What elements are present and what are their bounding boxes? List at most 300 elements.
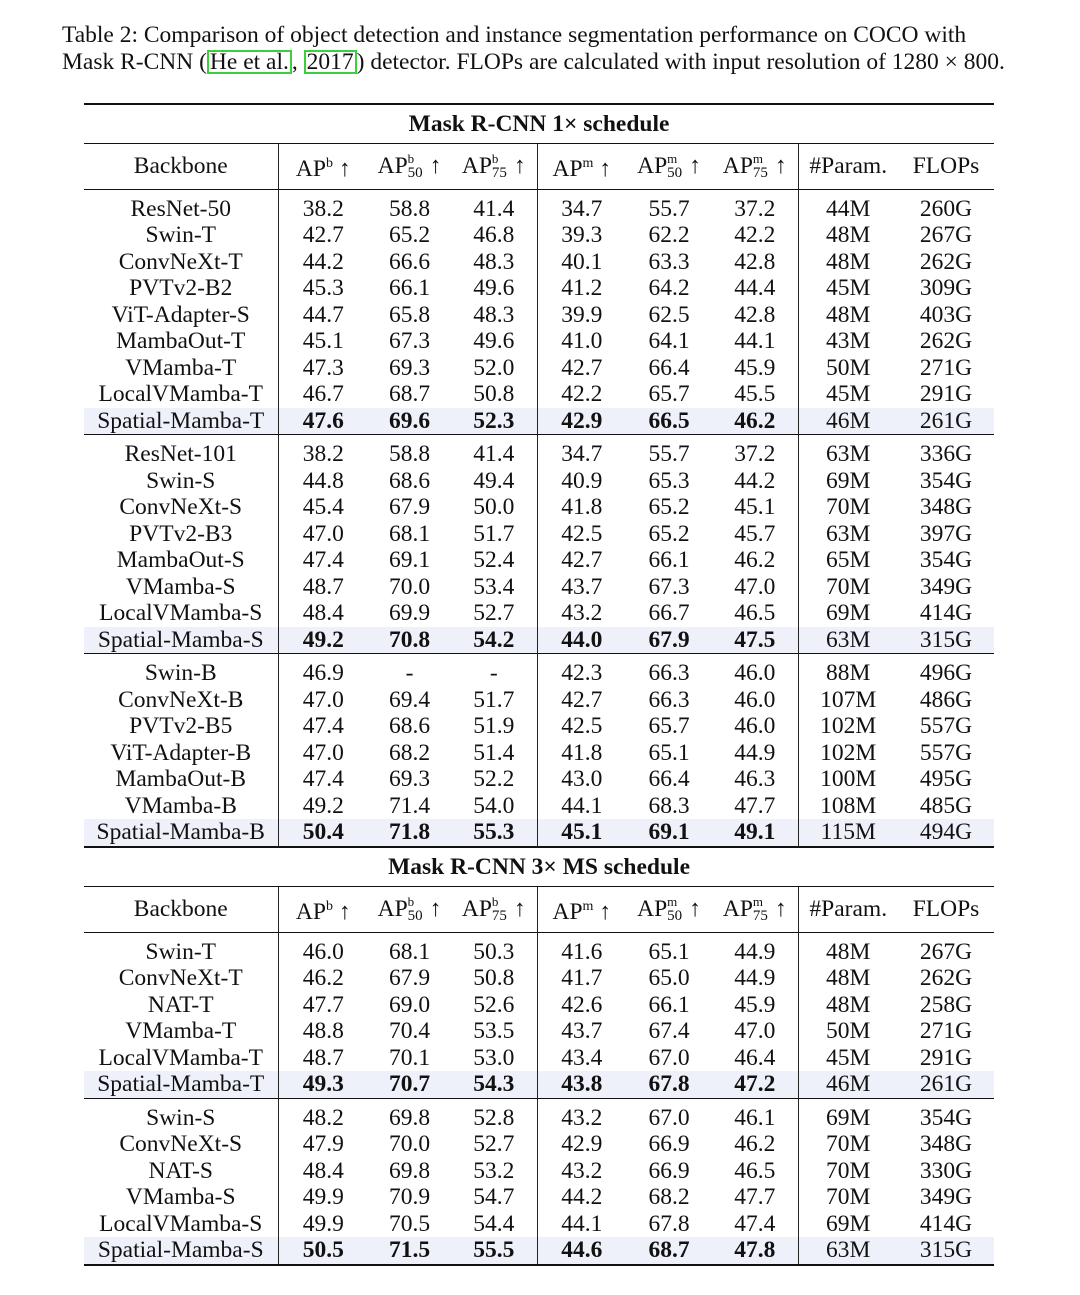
metric-cell: 44.1 xyxy=(537,793,626,820)
header-param: #Param. xyxy=(798,886,898,932)
metric-cell: 44.9 xyxy=(712,932,798,965)
metric-cell: 44.7 xyxy=(278,302,368,329)
header-param: #Param. xyxy=(798,144,898,190)
metric-cell: 42.6 xyxy=(537,992,626,1019)
metric-cell: 46.0 xyxy=(278,932,368,965)
metric-cell: 42.7 xyxy=(537,547,626,574)
backbone-name: ViT-Adapter-B xyxy=(110,739,252,766)
metric-cell: 403G xyxy=(919,301,973,328)
header-apm75-sup: m xyxy=(752,151,764,167)
metric-cell: 55.7 xyxy=(626,435,712,468)
metric-cell: 49.9 xyxy=(278,1211,368,1238)
metric-cell: 66.5 xyxy=(626,408,712,435)
metric-cell: 261G xyxy=(898,408,994,435)
results-table xyxy=(84,103,994,1266)
citation-link-author[interactable]: He et al. xyxy=(207,50,292,74)
metric-cell: 67.0 xyxy=(648,1044,690,1071)
metric-cell: 50M xyxy=(798,355,898,382)
metric-cell: 267G xyxy=(919,222,973,249)
metric-cell: 53.5 xyxy=(473,1018,515,1045)
metric-cell: 43.2 xyxy=(537,600,626,627)
metric-cell: 46.2 xyxy=(278,965,368,992)
header-apm50-scripts xyxy=(667,893,689,924)
metric-cell: 66.3 xyxy=(648,686,690,713)
metric-cell: 40.9 xyxy=(537,468,626,495)
metric-cell: 34.7 xyxy=(537,435,626,468)
metric-cell: 271G xyxy=(919,354,973,381)
header-row xyxy=(84,886,994,932)
metric-cell: 48.4 xyxy=(278,1158,368,1185)
metric-cell: 47.9 xyxy=(278,1131,368,1158)
metric-cell: 67.4 xyxy=(648,1018,690,1045)
header-apm50-sup: m xyxy=(667,151,678,167)
metric-cell: 48.3 xyxy=(473,301,515,328)
metric-cell: 70M xyxy=(798,1131,898,1158)
citation-link-year[interactable]: 2017 xyxy=(304,50,357,74)
table-row xyxy=(84,1211,994,1238)
header-apb: $AP^b$ ↑ xyxy=(278,886,368,932)
metric-cell: 354G xyxy=(919,467,973,494)
metric-cell: 69.6 xyxy=(368,408,451,435)
metric-cell: 68.1 xyxy=(388,520,431,547)
metric-cell: 47.4 xyxy=(278,547,368,574)
metric-cell: 65.2 xyxy=(388,222,431,249)
metric-cell: 45.9 xyxy=(734,354,776,381)
metric-cell: 50.0 xyxy=(473,494,515,521)
metric-cell: 267G xyxy=(898,932,994,965)
metric-cell: 44.9 xyxy=(734,739,776,766)
metric-cell: 65.1 xyxy=(626,932,712,965)
caption-suffix: ) detector. FLOPs are calculated with input resolution of 1280 × 800. xyxy=(356,49,1005,75)
metric-cell: 47.6 xyxy=(278,408,368,435)
metric-cell: 69.0 xyxy=(388,991,431,1018)
header-apm50: AP m 50 ↑ xyxy=(626,144,712,190)
metric-cell: 41.2 xyxy=(537,275,626,302)
metric-cell: 48.7 xyxy=(278,574,368,601)
backbone-name: Swin-S xyxy=(84,1098,278,1131)
metric-cell: 47.5 xyxy=(712,627,798,654)
metric-cell: 65.7 xyxy=(648,381,690,408)
metric-cell: 315G xyxy=(898,1237,994,1265)
metric-cell: 42.9 xyxy=(537,1131,626,1158)
backbone-name: NAT-T xyxy=(147,991,214,1018)
metric-cell: 51.7 xyxy=(473,520,515,547)
table-row xyxy=(84,1158,994,1185)
metric-cell: 66.4 xyxy=(648,354,690,381)
metric-cell: 43.2 xyxy=(537,1098,626,1131)
backbone-name: Spatial-Mamba-S xyxy=(84,627,278,654)
metric-cell: 414G xyxy=(919,600,973,627)
backbone-name: VMamba-T xyxy=(125,1018,237,1045)
table-row xyxy=(84,302,994,329)
metric-cell: 67.3 xyxy=(388,328,431,355)
metric-cell: 39.3 xyxy=(537,222,626,249)
metric-cell: 70.1 xyxy=(388,1044,431,1071)
metric-cell: 349G xyxy=(919,573,973,600)
metric-cell: 38.2 xyxy=(278,189,368,222)
metric-cell: 354G xyxy=(919,547,973,574)
metric-cell: 50.3 xyxy=(451,932,537,965)
metric-cell: 67.9 xyxy=(388,965,431,992)
metric-cell: 65.1 xyxy=(648,739,690,766)
metric-cell: 42.7 xyxy=(537,687,626,714)
metric-cell: 65.2 xyxy=(648,520,690,547)
metric-cell: 64.1 xyxy=(648,328,690,355)
metric-cell: 69.9 xyxy=(388,600,431,627)
metric-cell: 68.1 xyxy=(368,932,451,965)
metric-cell: 44.2 xyxy=(537,1184,626,1211)
metric-cell: 43.8 xyxy=(537,1071,626,1098)
table-row xyxy=(84,992,994,1019)
metric-cell: 54.4 xyxy=(473,1210,515,1237)
backbone-name: Spatial-Mamba-S xyxy=(84,1237,278,1265)
metric-cell: 39.9 xyxy=(537,302,626,329)
metric-cell: 42.7 xyxy=(278,222,368,249)
metric-cell: 63M xyxy=(798,521,898,548)
metric-cell: 63M xyxy=(798,627,898,654)
metric-cell: 62.5 xyxy=(648,301,690,328)
metric-cell: 69.1 xyxy=(388,547,431,574)
metric-cell: 52.6 xyxy=(473,991,515,1018)
metric-cell: 262G xyxy=(919,965,973,992)
metric-cell: 52.8 xyxy=(451,1098,537,1131)
metric-cell: 49.9 xyxy=(278,1184,368,1211)
metric-cell: 70M xyxy=(798,1184,898,1211)
metric-cell: 48M xyxy=(798,222,898,249)
backbone-name: ConvNeXt-T xyxy=(118,965,243,992)
metric-cell: 37.2 xyxy=(712,435,798,468)
metric-cell: 261G xyxy=(898,1071,994,1098)
header-apb75: AP b 75 ↑ xyxy=(451,886,537,932)
metric-cell: 46M xyxy=(798,408,898,435)
header-apm: $AP^m$ ↑ xyxy=(537,144,626,190)
table-row xyxy=(84,222,994,249)
table-row xyxy=(84,435,994,468)
metric-cell: 44.9 xyxy=(734,965,776,992)
metric-cell: 47.0 xyxy=(278,740,368,767)
metric-cell: 54.3 xyxy=(451,1071,537,1098)
metric-cell: 54.0 xyxy=(473,792,515,819)
table-row xyxy=(84,713,994,740)
backbone-name: VMamba-S xyxy=(125,573,236,600)
table-row xyxy=(84,328,994,355)
metric-cell: 44.2 xyxy=(278,249,368,276)
metric-cell: 66.3 xyxy=(626,654,712,687)
metric-cell: 47.7 xyxy=(278,992,368,1019)
metric-cell: 41.8 xyxy=(537,494,626,521)
metric-cell: 66.7 xyxy=(648,600,690,627)
metric-cell: 68.3 xyxy=(648,792,690,819)
metric-cell: 46.4 xyxy=(734,1044,776,1071)
schedule-title-row xyxy=(84,847,994,887)
header-apm50-sup: m xyxy=(667,893,678,909)
metric-cell: 66.6 xyxy=(388,248,431,275)
results-table-container xyxy=(84,103,994,1266)
backbone-name: ResNet-101 xyxy=(84,435,278,468)
metric-cell: 44.4 xyxy=(734,275,776,302)
metric-cell: 102M xyxy=(798,740,898,767)
metric-cell: 44.0 xyxy=(537,627,626,654)
metric-cell: 44.6 xyxy=(537,1237,626,1265)
header-apb-sup: b xyxy=(325,898,333,914)
table-row xyxy=(84,521,994,548)
metric-cell: - xyxy=(368,654,451,687)
backbone-name: VMamba-B xyxy=(124,792,237,819)
metric-cell: 52.7 xyxy=(473,600,515,627)
header-apm50-sub: 50 xyxy=(667,907,683,924)
metric-cell: 70.0 xyxy=(388,1131,431,1158)
header-apb50-sub: 50 xyxy=(407,165,423,182)
backbone-name: MambaOut-B xyxy=(115,766,247,793)
metric-cell: 68.7 xyxy=(388,381,431,408)
metric-cell: 262G xyxy=(919,248,973,275)
metric-cell: 41.6 xyxy=(537,932,626,965)
table-row xyxy=(84,687,994,714)
table-row xyxy=(84,1184,994,1211)
header-apb-sup: b xyxy=(325,156,333,171)
metric-cell: 557G xyxy=(919,713,973,740)
metric-cell: 46.1 xyxy=(712,1098,798,1131)
metric-cell: 70M xyxy=(798,1158,898,1185)
metric-cell: 107M xyxy=(798,687,898,714)
metric-cell: 330G xyxy=(919,1157,973,1184)
metric-cell: 68.6 xyxy=(388,713,431,740)
metric-cell: 44M xyxy=(798,189,898,222)
metric-cell: 496G xyxy=(898,654,994,687)
header-apb50-scripts xyxy=(407,893,430,924)
metric-cell: 44.8 xyxy=(278,468,368,495)
metric-cell: 58.8 xyxy=(368,189,451,222)
metric-cell: 48.8 xyxy=(278,1018,368,1045)
backbone-name: LocalVMamba-T xyxy=(98,381,263,408)
metric-cell: 69.8 xyxy=(368,1098,451,1131)
metric-cell: 47.2 xyxy=(712,1071,798,1098)
metric-cell: 42.8 xyxy=(734,301,776,328)
metric-cell: 46.7 xyxy=(278,381,368,408)
header-apb75-sub: 75 xyxy=(491,165,507,182)
metric-cell: 55.5 xyxy=(451,1237,537,1265)
backbone-name: VMamba-T xyxy=(125,354,237,381)
metric-cell: 48M xyxy=(798,992,898,1019)
metric-cell: 53.0 xyxy=(473,1044,515,1071)
backbone-name: Spatial-Mamba-T xyxy=(84,408,278,435)
metric-cell: 46.3 xyxy=(734,766,776,793)
metric-cell: 68.7 xyxy=(626,1237,712,1265)
backbone-name: Swin-T xyxy=(84,932,278,965)
metric-cell: 48.3 xyxy=(473,248,515,275)
metric-cell: 46M xyxy=(798,1071,898,1098)
metric-cell: 46.5 xyxy=(734,600,776,627)
metric-cell: 41.7 xyxy=(537,965,626,992)
metric-cell: 50M xyxy=(798,1018,898,1045)
metric-cell: 46.8 xyxy=(473,222,515,249)
backbone-name: ConvNeXt-S xyxy=(119,1131,243,1158)
metric-cell: 54.2 xyxy=(451,627,537,654)
metric-cell: 45.7 xyxy=(734,520,776,547)
table-row xyxy=(84,355,994,382)
metric-cell: 495G xyxy=(919,766,973,793)
metric-cell: 66.9 xyxy=(648,1157,690,1184)
metric-cell: 69M xyxy=(798,600,898,627)
metric-cell: 45.9 xyxy=(734,991,776,1018)
header-backbone: Backbone xyxy=(84,144,278,190)
metric-cell: 47.0 xyxy=(278,521,368,548)
metric-cell: 47.7 xyxy=(734,1184,776,1211)
metric-cell: 102M xyxy=(798,713,898,740)
metric-cell: 43M xyxy=(798,328,898,355)
header-apm-sup: m xyxy=(582,156,594,171)
metric-cell: 49.3 xyxy=(278,1071,368,1098)
metric-cell: 262G xyxy=(919,328,973,355)
metric-cell: 70.9 xyxy=(388,1184,431,1211)
metric-cell: 52.7 xyxy=(473,1131,515,1158)
table-row xyxy=(84,766,994,793)
header-flops: FLOPs xyxy=(898,886,994,932)
metric-cell: 63M xyxy=(798,1237,898,1265)
metric-cell: 53.4 xyxy=(473,573,515,600)
metric-cell: 47.0 xyxy=(278,687,368,714)
metric-cell: 67.9 xyxy=(388,494,431,521)
header-apb50-sup: b xyxy=(407,151,415,167)
metric-cell: 71.8 xyxy=(368,819,451,847)
metric-cell: 49.4 xyxy=(473,467,515,494)
metric-cell: 55.7 xyxy=(626,189,712,222)
metric-cell: 42.5 xyxy=(537,521,626,548)
metric-cell: 50.5 xyxy=(278,1237,368,1265)
backbone-name: NAT-S xyxy=(148,1157,213,1184)
header-apb75-sub: 75 xyxy=(491,907,507,924)
metric-cell: 52.2 xyxy=(473,766,515,793)
backbone-name: ResNet-50 xyxy=(84,189,278,222)
metric-cell: 47.0 xyxy=(734,573,776,600)
table-row xyxy=(84,381,994,408)
table-body xyxy=(84,104,994,1265)
metric-cell: 41.4 xyxy=(451,435,537,468)
metric-cell: 66.9 xyxy=(648,1131,690,1158)
metric-cell: 88M xyxy=(798,654,898,687)
caption-prefix: Mask R-CNN ( xyxy=(62,49,207,75)
metric-cell: 69.3 xyxy=(388,766,431,793)
table-row xyxy=(84,1237,994,1265)
metric-cell: 354G xyxy=(898,1098,994,1131)
metric-cell: 67.3 xyxy=(648,573,690,600)
metric-cell: 66.1 xyxy=(648,547,690,574)
metric-cell: 49.2 xyxy=(278,793,368,820)
metric-cell: 41.0 xyxy=(537,328,626,355)
metric-cell: 100M xyxy=(798,766,898,793)
metric-cell: 45.1 xyxy=(278,328,368,355)
table-row xyxy=(84,275,994,302)
metric-cell: 68.2 xyxy=(388,739,431,766)
table-row xyxy=(84,189,994,222)
metric-cell: 42.5 xyxy=(537,713,626,740)
metric-cell: 44.2 xyxy=(734,467,776,494)
metric-cell: 52.3 xyxy=(451,408,537,435)
metric-cell: 47.3 xyxy=(278,355,368,382)
metric-cell: 291G xyxy=(919,1044,973,1071)
metric-cell: 41.4 xyxy=(451,189,537,222)
backbone-name: MambaOut-T xyxy=(116,328,246,355)
metric-cell: 64.2 xyxy=(648,275,690,302)
metric-cell: 44.1 xyxy=(734,328,776,355)
caption-line-2 xyxy=(62,49,1032,76)
header-apm75-scripts xyxy=(752,893,775,924)
metric-cell: 309G xyxy=(919,275,973,302)
header-apm75: AP m 75 ↑ xyxy=(712,886,798,932)
metric-cell: 42.8 xyxy=(734,248,776,275)
header-apb50-scripts xyxy=(407,151,430,182)
table-row xyxy=(84,468,994,495)
metric-cell: 397G xyxy=(919,520,973,547)
header-apb50-sup: b xyxy=(407,893,415,909)
table-row xyxy=(84,793,994,820)
table-row xyxy=(84,494,994,521)
table-caption xyxy=(62,22,1032,76)
metric-cell: 69.8 xyxy=(388,1157,431,1184)
metric-cell: 349G xyxy=(919,1184,973,1211)
backbone-name: Spatial-Mamba-T xyxy=(84,1071,278,1098)
metric-cell: 65.7 xyxy=(648,713,690,740)
backbone-name: ConvNeXt-B xyxy=(118,686,244,713)
metric-cell: 48.7 xyxy=(278,1045,368,1072)
schedule-title-row xyxy=(84,104,994,144)
table-row xyxy=(84,654,994,687)
metric-cell: 70.7 xyxy=(368,1071,451,1098)
metric-cell: 108M xyxy=(798,793,898,820)
header-apm50-scripts xyxy=(667,151,689,182)
metric-cell: 45M xyxy=(798,1045,898,1072)
metric-cell: 43.2 xyxy=(537,1158,626,1185)
metric-cell: 71.4 xyxy=(388,792,431,819)
metric-cell: 45.1 xyxy=(734,494,776,521)
metric-cell: 50.4 xyxy=(278,819,368,847)
backbone-name: ConvNeXt-S xyxy=(119,494,243,521)
metric-cell: 63M xyxy=(798,435,898,468)
metric-cell: 46.0 xyxy=(712,654,798,687)
metric-cell: 55.3 xyxy=(451,819,537,847)
header-apm75: AP m 75 ↑ xyxy=(712,144,798,190)
header-apm: $AP^m$ ↑ xyxy=(537,886,626,932)
metric-cell: 52.0 xyxy=(473,354,515,381)
metric-cell: 67.9 xyxy=(626,627,712,654)
backbone-name: LocalVMamba-T xyxy=(98,1044,263,1071)
caption-line-1: Table 2: Comparison of object detection and instance segmentation performance on COCO with xyxy=(62,22,967,48)
metric-cell: 65.2 xyxy=(648,494,690,521)
metric-cell: 50.8 xyxy=(473,965,515,992)
metric-cell: 48M xyxy=(798,302,898,329)
metric-cell: 47.4 xyxy=(278,766,368,793)
table-row xyxy=(84,1071,994,1098)
table-row xyxy=(84,1131,994,1158)
metric-cell: 71.5 xyxy=(368,1237,451,1265)
metric-cell: 65.0 xyxy=(648,965,690,992)
metric-cell: 49.2 xyxy=(278,627,368,654)
metric-cell: 260G xyxy=(898,189,994,222)
metric-cell: 65M xyxy=(798,547,898,574)
metric-cell: 43.7 xyxy=(537,1018,626,1045)
header-apm75-sup: m xyxy=(752,893,764,909)
backbone-name: PVTv2-B5 xyxy=(129,713,233,740)
metric-cell: 51.4 xyxy=(473,739,515,766)
metric-cell: 38.2 xyxy=(278,435,368,468)
metric-cell: 115M xyxy=(798,819,898,847)
backbone-name: ViT-Adapter-S xyxy=(111,301,250,328)
metric-cell: 43.4 xyxy=(537,1045,626,1072)
metric-cell: 42.2 xyxy=(537,381,626,408)
metric-cell: 46.2 xyxy=(734,547,776,574)
table-row xyxy=(84,1098,994,1131)
table-row xyxy=(84,1018,994,1045)
